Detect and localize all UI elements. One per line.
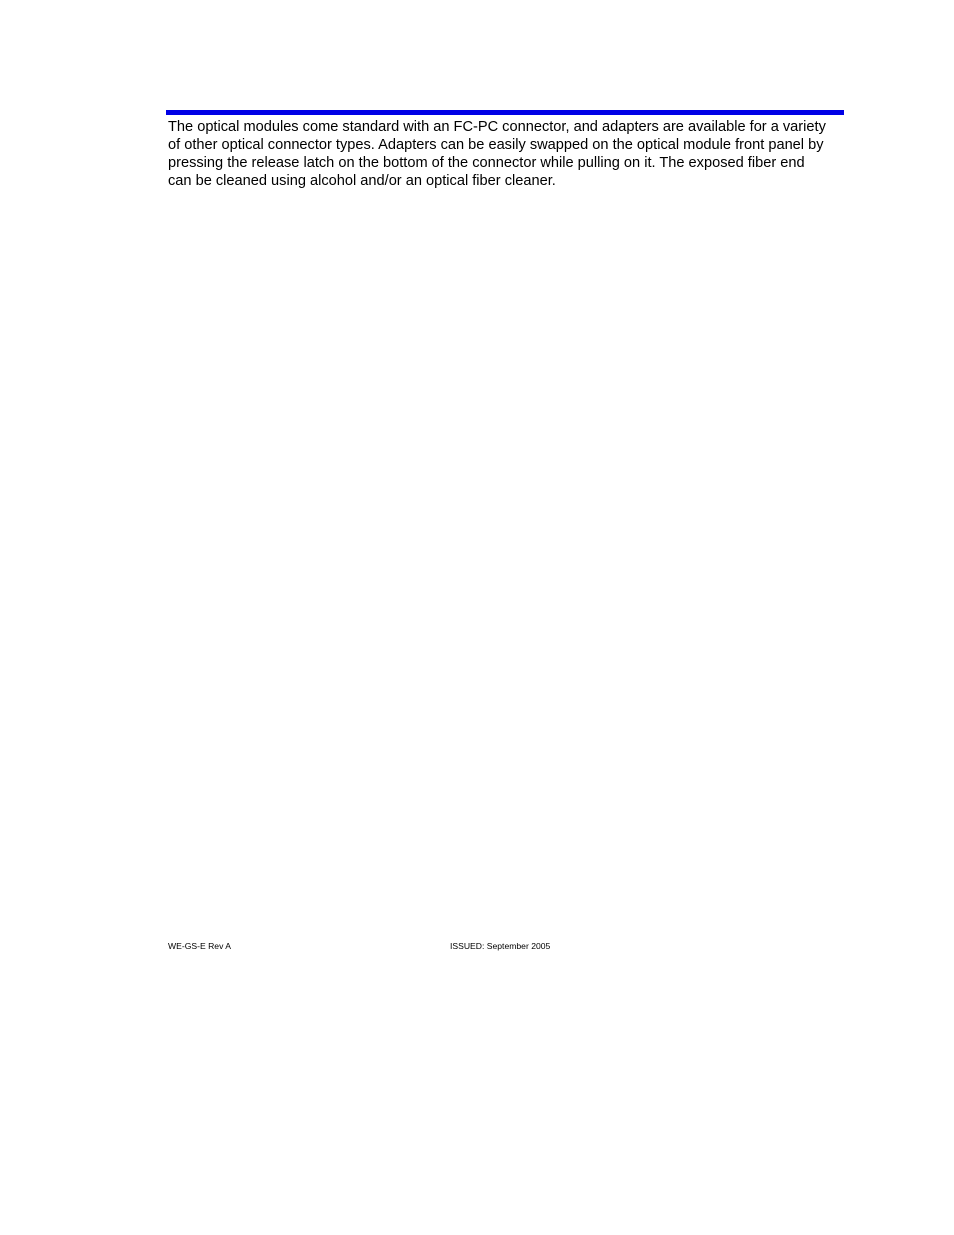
header-rule bbox=[166, 110, 844, 115]
footer-issued-date: ISSUED: September 2005 bbox=[450, 941, 551, 951]
footer-document-id: WE-GS-E Rev A bbox=[168, 941, 232, 951]
body-paragraph: The optical modules come standard with an FC-PC connector, and adapters are available for a variety of other optical connector types. Adapters can be easily swapped on the optical module front panel by pressing the release latch on the bottom of the connector while pulling on it. The exposed fiber end can be cleaned using alcohol and/or an optical fiber cleaner. bbox=[168, 119, 826, 189]
